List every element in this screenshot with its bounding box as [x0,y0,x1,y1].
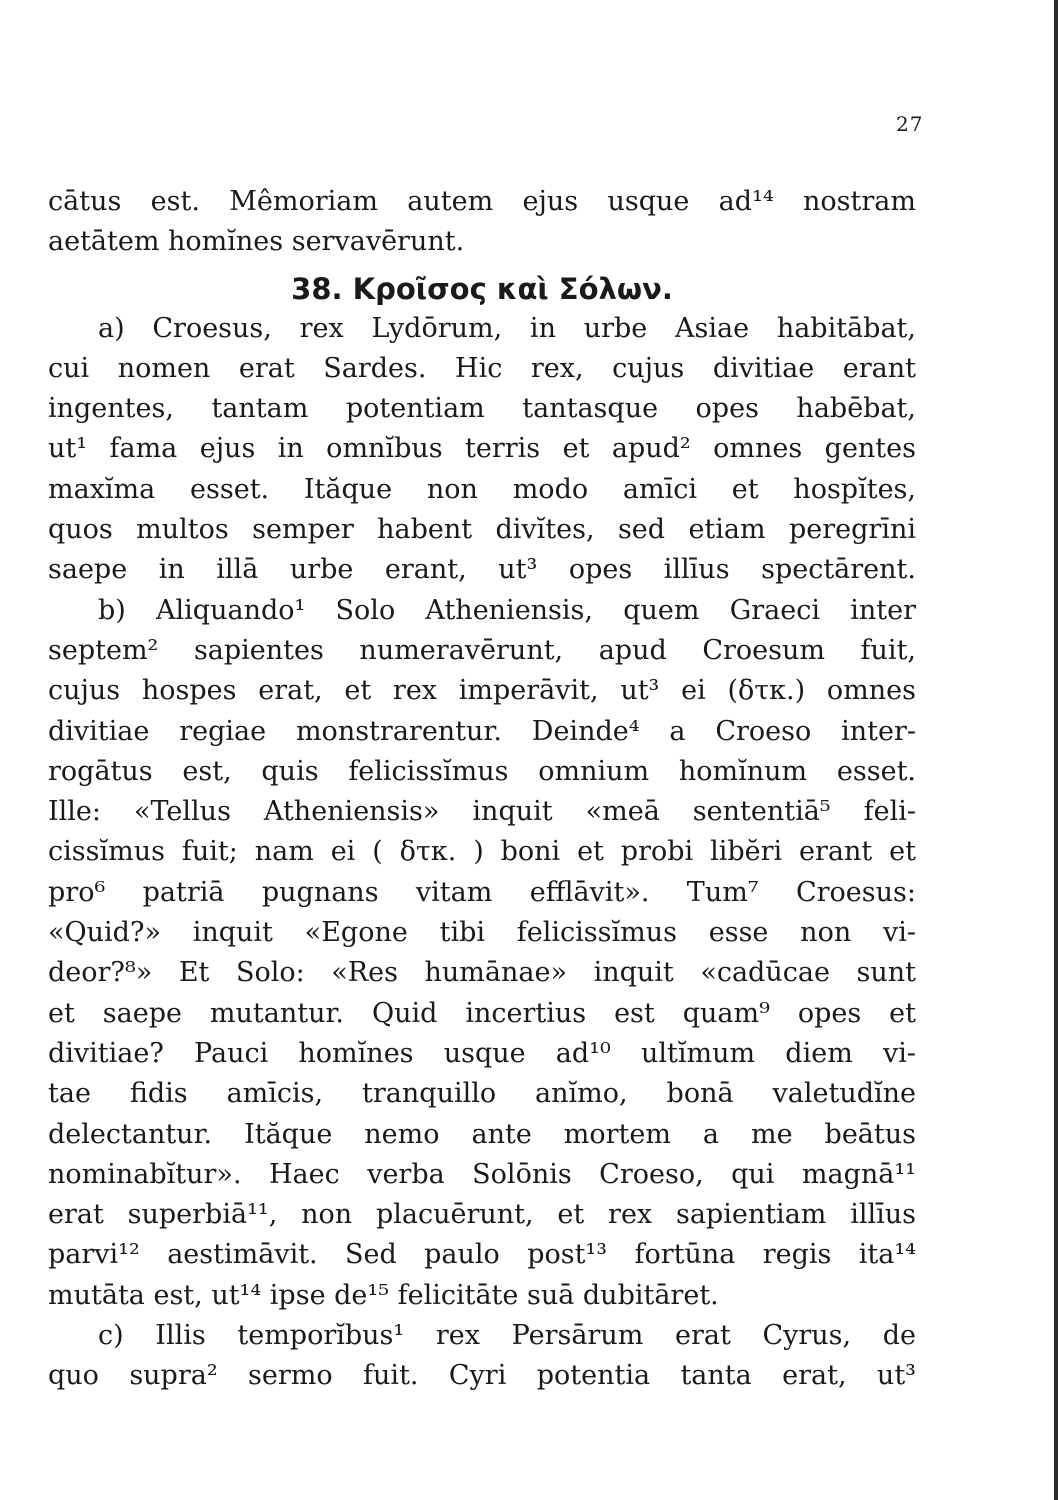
paragraph-b-line: nominabĭtur». Haec verba Solōnis Croeso, qui magnā¹¹ [48,1158,916,1190]
paragraph-b-line: rogātus est, quis felicissĭmus omnium homĭnum esset. [48,755,916,787]
section-heading: 38. Κροῖσος καὶ Σόλων. [291,271,673,306]
paragraph-a-line: a) Croesus, rex Lydōrum, in urbe Asiae habitābat, [98,312,916,344]
paragraph-c-line: c) Illis temporĭbus¹ rex Persārum erat Cyrus, de [98,1320,916,1352]
paragraph-b-line: b) Aliquando¹ Solo Atheniensis, quem Graeci inter [98,594,916,626]
paragraph-a-line: maxĭma esset. Ităque non modo amīci et hospĭtes, [48,473,916,505]
paragraph-b-line: tae fidis amīcis, tranquillo anĭmo, bonā valetudĭne [48,1078,916,1110]
paragraph-b-line: parvi¹² aestimāvit. Sed paulo post¹³ fortūna regis ita¹⁴ [48,1239,916,1271]
paragraph-c-line: quo supra² sermo fuit. Cyri potentia tanta erat, ut³ [48,1360,916,1392]
paragraph-b-line: divitiae regiae monstrarentur. Deinde⁴ a Croeso inter- [48,715,916,747]
intro-line: aetātem homĭnes servavērunt. [48,226,465,258]
paragraph-a-line: quos multos semper habent divĭtes, sed etiam peregrīni [48,514,916,546]
intro-line: cātus est. Mêmoriam autem ejus usque ad¹⁴ nostram [48,186,916,217]
paragraph-a-line: ut¹ fama ejus in omnĭbus terris et apud² omnes gentes [48,433,916,465]
paragraph-b-line: et saepe mutantur. Quid incertius est quam⁹ opes et [48,997,916,1029]
paragraph-b-line: Ille: «Tellus Atheniensis» inquit «meā sententiā⁵ feli- [48,796,916,828]
paragraph-b-line: cissĭmus fuit; nam ei ( δτκ. ) boni et probi libĕri erant et [48,836,916,868]
page-edge-shadow [1054,0,1058,1500]
paragraph-b-line: «Quid?» inquit «Egone tibi felicissĭmus esse non vi- [48,917,916,949]
paragraph-b-line: pro⁶ patriā pugnans vitam efflāvit». Tum⁷ Croesus: [48,876,916,908]
text-block [48,182,916,1397]
page-number: 27 [896,112,924,136]
paragraph-b-line: erat superbiā¹¹, non placuērunt, et rex sapientiam illīus [48,1199,916,1231]
paragraph-a-line: ingentes, tantam potentiam tantasque opes habēbat, [48,393,916,425]
paragraph-b-line: deor?⁸» Et Solo: «Res humānae» inquit «cadūcae sunt [48,957,916,989]
paragraph-b-line: mutāta est, ut¹⁴ ipse de¹⁵ felicitāte suā dubitāret. [48,1279,719,1311]
paragraph-b-line: cujus hospes erat, et rex imperāvit, ut³ ei (δτκ.) omnes [48,675,916,707]
paragraph-b-line: septem² sapientes numeravērunt, apud Croesum fuit, [48,634,916,666]
paragraph-b-line: delectantur. Ităque nemo ante mortem a me beātus [48,1118,916,1150]
paragraph-a-line: cui nomen erat Sardes. Hic rex, cujus divitiae erant [48,352,916,384]
paragraph-a-line: saepe in illā urbe erant, ut³ opes illīus spectārent. [48,554,916,586]
paragraph-b-line: divitiae? Pauci homĭnes usque ad¹⁰ ultĭmum diem vi- [48,1037,916,1069]
